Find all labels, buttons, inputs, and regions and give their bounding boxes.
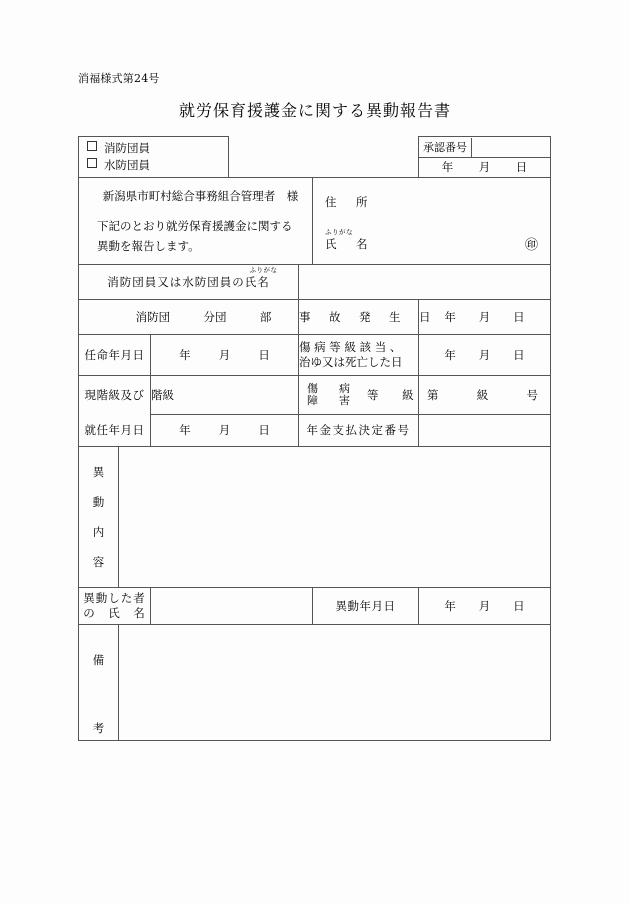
- change-date-year-label: 年: [444, 599, 456, 613]
- injury-grade-middle: 級: [476, 387, 489, 402]
- change-date-day-label: 日: [513, 599, 525, 613]
- rank-label-cell[interactable]: [151, 376, 299, 415]
- member-name-value[interactable]: [299, 265, 551, 300]
- accident-year-label: 年: [444, 310, 456, 324]
- checkbox-icon[interactable]: [87, 158, 97, 168]
- checkbox-label-flood-corps: 水防団員: [104, 158, 150, 172]
- row-appointment-injury: [79, 335, 551, 376]
- pension-number-value[interactable]: [419, 414, 551, 447]
- member-name-furigana: ふりがな: [249, 265, 278, 274]
- assumed-year-label: 年: [179, 423, 191, 438]
- approval-month-label: 月: [478, 160, 491, 174]
- row-assumed-pension: [79, 414, 551, 447]
- remarks-label: [79, 625, 119, 741]
- change-content-label-char-4: 容: [92, 555, 105, 569]
- member-name-label-suffix: 名: [257, 274, 270, 289]
- rank-label: 階級: [151, 387, 174, 402]
- rank-row-label-top: 現階級及び: [79, 376, 151, 415]
- seal-icon: ㊞: [524, 238, 538, 253]
- applicant-name-label: 氏 名: [325, 237, 372, 251]
- row-rank-grade: [79, 376, 551, 415]
- approval-number-label: 承認番号: [419, 138, 472, 158]
- rank-row-label-bottom: 就任年月日: [79, 414, 151, 447]
- injury-grade-label: [299, 376, 424, 415]
- checkbox-icon[interactable]: [87, 141, 97, 151]
- injury-month-label: 月: [478, 348, 491, 362]
- injury-date-value[interactable]: [419, 335, 551, 376]
- checkbox-label-firefighter: 消防団員: [104, 141, 150, 155]
- unit-branch-label: 分団: [203, 310, 227, 324]
- injury-day-label: 日: [513, 348, 525, 362]
- change-content-label-char-1: 異: [92, 465, 105, 479]
- member-name-label-prefix: 消防団員又は水防団員の氏: [107, 274, 258, 289]
- checkbox-option-flood-corps[interactable]: [79, 157, 228, 174]
- addressee-statement-line-1: 下記のとおり就労保育援護金に関する: [97, 219, 293, 233]
- change-content-value[interactable]: [119, 447, 551, 588]
- unit-cell[interactable]: [79, 300, 299, 335]
- injury-date-label: [299, 335, 419, 376]
- addressee-cell: [79, 178, 313, 265]
- addressee-statement-line-2: 異動を報告します。: [97, 239, 200, 253]
- changed-person-label: [79, 588, 151, 625]
- page-title: 就労保育援護金に関する異動報告書: [178, 101, 451, 120]
- change-date-value[interactable]: [419, 588, 551, 625]
- approval-day-label: 日: [515, 160, 528, 174]
- accident-month-label: 月: [478, 310, 491, 324]
- change-content-label-char-2: 動: [92, 495, 105, 509]
- remarks-value[interactable]: [119, 625, 551, 741]
- member-type-cell: [79, 137, 229, 178]
- injury-grade-suffix: 号: [526, 387, 538, 402]
- injury-grade-label-tail: 等 級: [367, 387, 424, 402]
- approval-year-label: 年: [441, 160, 454, 174]
- accident-date-label: 事 故 発 生 日: [299, 300, 419, 335]
- appointment-month-label: 月: [218, 348, 231, 362]
- applicant-cell: [313, 178, 551, 265]
- injury-date-label-line-1: 傷 病 等 級 該 当 、: [299, 340, 402, 354]
- row-member-type: [79, 137, 551, 178]
- address-label: 住 所: [325, 195, 372, 209]
- appointment-day-label: 日: [258, 348, 270, 362]
- header-blank-spacer: [229, 137, 419, 178]
- assumed-date-value[interactable]: [151, 414, 299, 447]
- member-name-label-cell: [79, 265, 299, 300]
- assumed-month-label: 月: [218, 423, 231, 438]
- appointment-date-label: 任命年月日: [79, 335, 151, 376]
- appointment-date-value[interactable]: [151, 335, 299, 376]
- changed-person-label-line-1: 異動した者: [83, 591, 146, 605]
- appointment-year-label: 年: [179, 348, 191, 362]
- approval-date-cell[interactable]: [419, 157, 550, 177]
- injury-grade-value[interactable]: [419, 376, 551, 415]
- remarks-label-char-2: 考: [92, 720, 105, 735]
- injury-year-label: 年: [444, 348, 456, 362]
- approval-table: [419, 138, 550, 177]
- changed-person-value[interactable]: [151, 588, 313, 625]
- pension-number-label: 年金支払決定番号: [299, 414, 419, 447]
- remarks-label-char-1: 備: [92, 652, 105, 667]
- unit-section-label: 部: [259, 310, 272, 324]
- change-date-month-label: 月: [478, 599, 491, 613]
- row-change-content: [79, 447, 551, 588]
- applicant-name-furigana: ふりがな: [325, 228, 353, 236]
- accident-date-value[interactable]: [419, 300, 551, 335]
- change-content-label-char-3: 内: [92, 525, 105, 539]
- checkbox-option-firefighter[interactable]: [79, 140, 228, 157]
- form-table: [78, 136, 551, 741]
- approval-number-value[interactable]: [472, 138, 551, 158]
- assumed-day-label: 日: [258, 423, 270, 438]
- change-content-label: [79, 447, 119, 588]
- row-changed-person: [79, 588, 551, 625]
- change-date-label: 異動年月日: [313, 588, 419, 625]
- row-addressee: [79, 178, 551, 265]
- row-member-name: [79, 265, 551, 300]
- approval-date-row: [419, 157, 550, 177]
- accident-day-label: 日: [513, 310, 525, 324]
- row-remarks: [79, 625, 551, 741]
- injury-date-label-line-2: 治ゆ又は死亡した日: [299, 355, 403, 369]
- injury-grade-label-bottom: 障 害: [307, 393, 355, 407]
- approval-number-cell: [419, 137, 551, 178]
- changed-person-label-line-2: の 氏 名: [83, 606, 146, 620]
- form-number: 消福様式第24号: [78, 72, 160, 85]
- row-unit-accident: [79, 300, 551, 335]
- unit-corps-label: 消防団: [135, 310, 171, 324]
- approval-number-row: [419, 138, 550, 158]
- injury-grade-label-top: 傷 病: [307, 381, 355, 395]
- injury-grade-prefix: 第: [427, 387, 439, 402]
- addressee-recipient: 新潟県市町村総合事務組合管理者 様: [102, 189, 299, 203]
